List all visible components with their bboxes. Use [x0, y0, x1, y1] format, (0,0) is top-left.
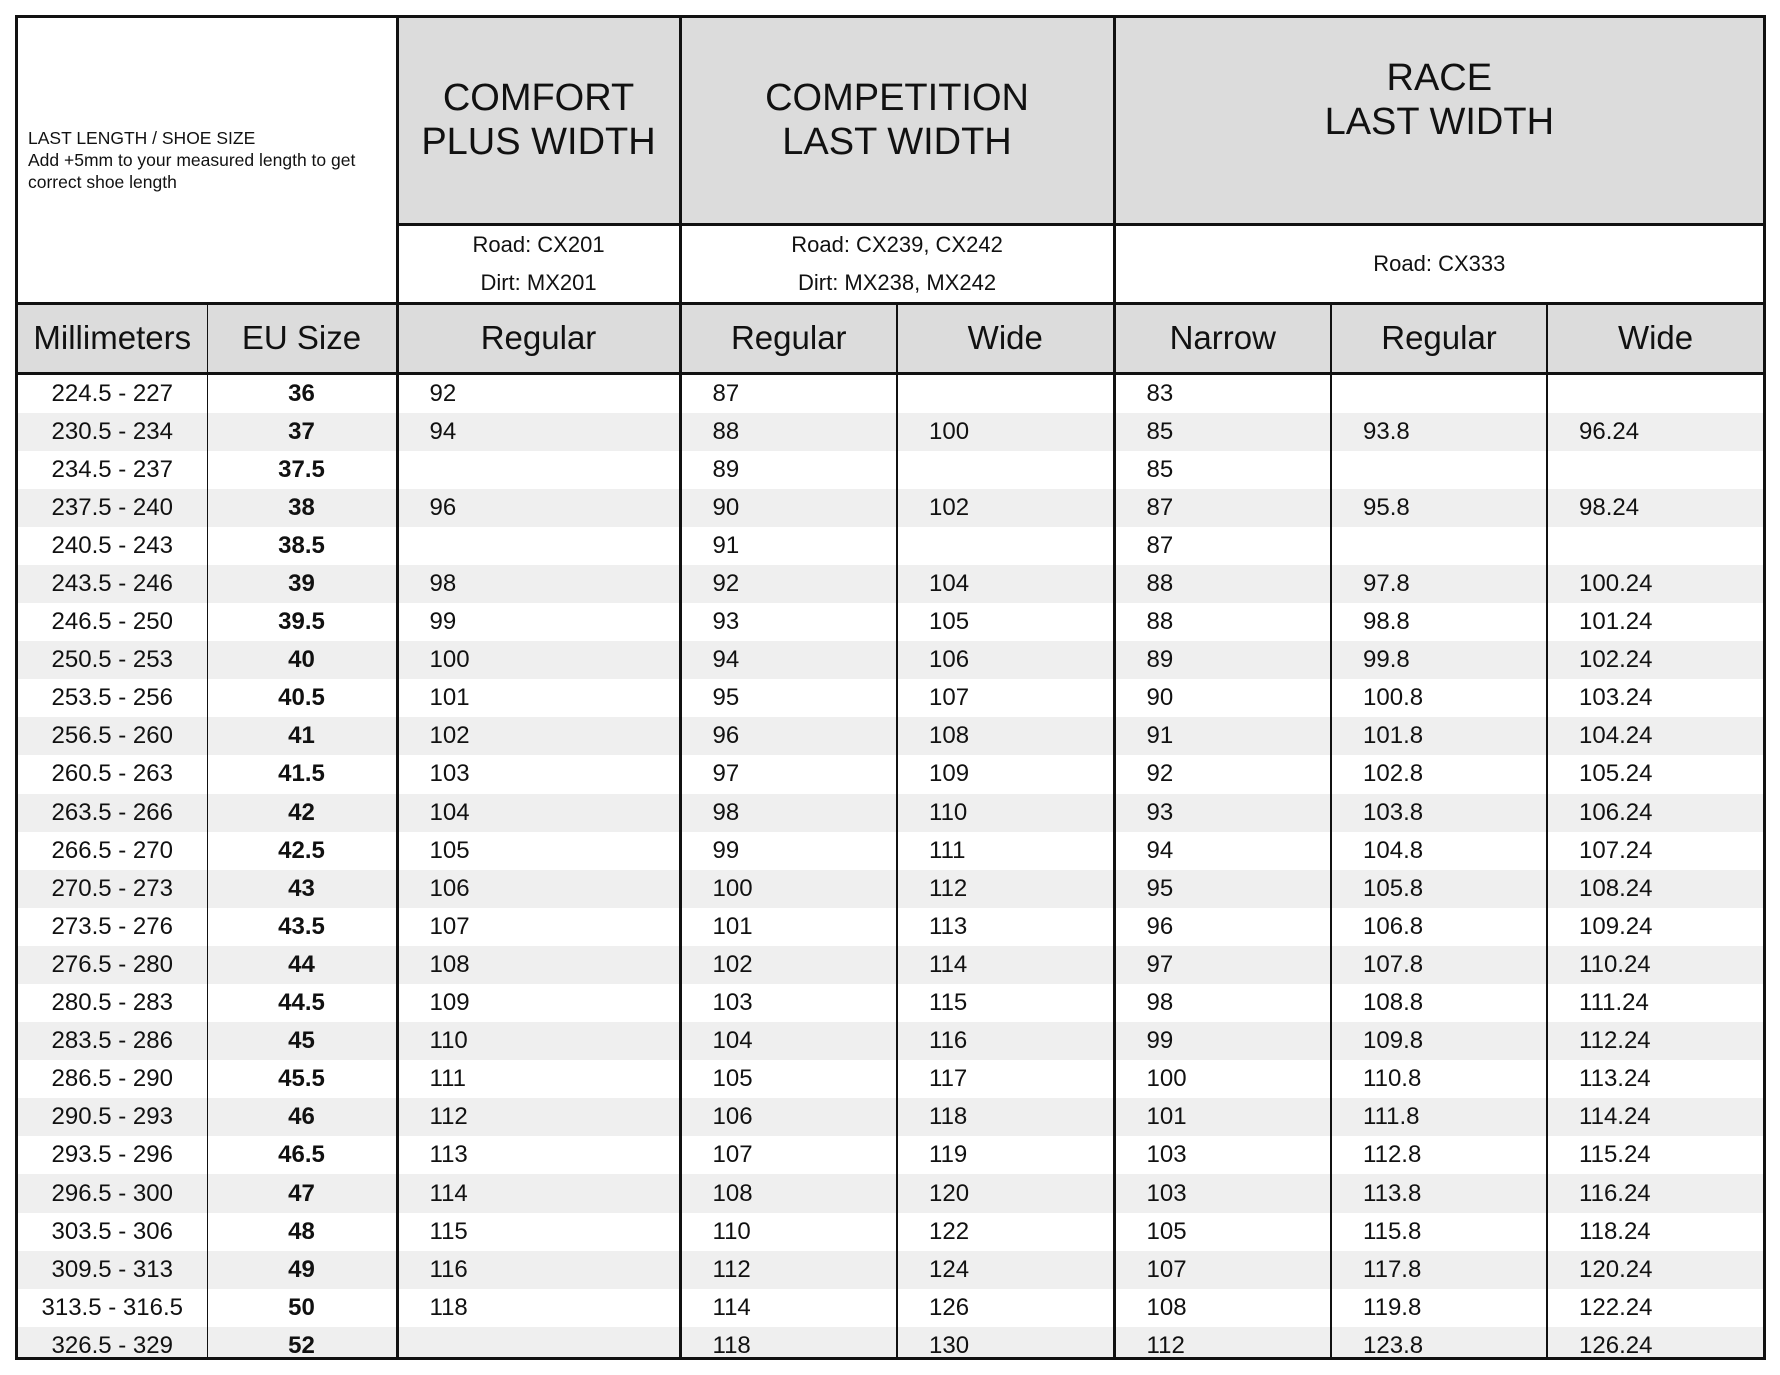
competition-models: [680, 224, 1114, 303]
millimeters-cell: 260.5 - 263: [51, 760, 173, 788]
millimeters-cell: 296.5 - 300: [18, 1174, 207, 1212]
race-regular-cell: 115.8: [1331, 1213, 1547, 1251]
comfort-regular-cell: 98: [397, 565, 680, 603]
race-regular-cell: 101.8: [1331, 717, 1547, 755]
race-narrow-cell: 99: [1114, 1022, 1331, 1060]
table-row: [18, 870, 1763, 908]
table-row: [18, 1213, 1763, 1251]
race-wide-cell: 122.24: [1547, 1289, 1763, 1327]
eu-size-cell: 42: [207, 794, 397, 832]
competition-wide-cell: 130: [897, 1327, 1114, 1360]
table-row: [18, 603, 1763, 641]
race-wide-cell: 111.24: [1547, 984, 1763, 1022]
race-wide-cell: 101.24: [1547, 603, 1763, 641]
eu-size-cell: 52: [207, 1327, 397, 1360]
table-row: [18, 565, 1763, 603]
table-row: [18, 908, 1763, 946]
race-wide-cell: 106.24: [1547, 794, 1763, 832]
race-regular-cell: [1331, 527, 1547, 565]
column-header-race-regular: Regular: [1331, 303, 1547, 373]
comfort-regular-cell: 108: [397, 946, 680, 984]
race-wide-cell: [1547, 527, 1763, 565]
millimeters-cell: 280.5 - 283: [51, 989, 173, 1017]
race-heading-line2: LAST WIDTH: [1324, 101, 1555, 143]
race-regular-cell: 117.8: [1331, 1251, 1547, 1289]
competition-regular-cell: 88: [680, 413, 897, 451]
competition-wide-cell: [897, 527, 1114, 565]
race-regular-cell: 95.8: [1331, 489, 1547, 527]
competition-last-width-heading: [680, 18, 1114, 224]
table-row: [18, 1060, 1763, 1098]
competition-regular-cell: 87: [680, 373, 897, 413]
race-wide-cell: 112.24: [1547, 1022, 1763, 1060]
table-row: [18, 946, 1763, 984]
table-row: [18, 984, 1763, 1022]
race-regular-cell: [1331, 451, 1547, 489]
competition-heading-line1: COMPETITION: [765, 77, 1029, 120]
race-narrow-cell: 112: [1114, 1327, 1331, 1360]
race-regular-cell: 100.8: [1331, 679, 1547, 717]
eu-size-cell: 38.5: [207, 527, 397, 565]
millimeters-cell: 270.5 - 273: [18, 870, 207, 908]
size-chart-table: [18, 18, 1763, 1360]
competition-wide-cell: 120: [897, 1174, 1114, 1212]
competition-regular-cell: 95: [680, 679, 897, 717]
millimeters-cell: 256.5 - 260: [18, 717, 207, 755]
millimeters-cell: 263.5 - 266: [18, 794, 207, 832]
race-heading-line1: RACE: [1386, 57, 1493, 99]
eu-size-cell: 41: [207, 717, 397, 755]
size-rows: [18, 373, 1763, 1360]
race-narrow-cell: 94: [1114, 832, 1331, 870]
race-regular-cell: 110.8: [1331, 1060, 1547, 1098]
eu-size-cell: 38: [207, 489, 397, 527]
note-title: LAST LENGTH / SHOE SIZE: [28, 127, 256, 148]
comfort-regular-cell: 101: [397, 679, 680, 717]
race-road-model: Road: CX333: [1373, 250, 1506, 276]
eu-size-cell: 45: [207, 1022, 397, 1060]
comfort-regular-cell: 116: [397, 1251, 680, 1289]
comfort-regular-cell: 111: [397, 1060, 680, 1098]
competition-regular-cell: 102: [680, 946, 897, 984]
comfort-regular-cell: 110: [397, 1022, 680, 1060]
competition-regular-cell: 114: [680, 1289, 897, 1327]
column-header-competition-regular: Regular: [680, 303, 897, 373]
eu-size-cell: 43.5: [207, 908, 397, 946]
competition-regular-cell: 118: [680, 1327, 897, 1360]
eu-size-cell: 46: [207, 1098, 397, 1136]
race-regular-cell: 105.8: [1331, 870, 1547, 908]
comfort-regular-cell: 94: [397, 413, 680, 451]
race-narrow-cell: 95: [1114, 870, 1331, 908]
race-wide-cell: 116.24: [1547, 1174, 1763, 1212]
eu-size-cell: 50: [207, 1289, 397, 1327]
millimeters-cell: 237.5 - 240: [18, 489, 207, 527]
race-regular-cell: 111.8: [1331, 1098, 1547, 1136]
race-wide-cell: 114.24: [1547, 1098, 1763, 1136]
race-last-width-heading: [1114, 18, 1763, 224]
eu-size-cell: 40: [207, 641, 397, 679]
race-wide-cell: 120.24: [1547, 1251, 1763, 1289]
column-header-race-narrow: Narrow: [1114, 303, 1331, 373]
table-row: [18, 832, 1763, 870]
comfort-regular-cell: 99: [397, 603, 680, 641]
table-row: [18, 413, 1763, 451]
eu-size-cell: 37.5: [207, 451, 397, 489]
race-wide-cell: 105.24: [1547, 755, 1763, 793]
competition-wide-cell: 104: [897, 565, 1114, 603]
competition-regular-cell: 91: [680, 527, 897, 565]
race-wide-cell: 109.24: [1547, 908, 1763, 946]
competition-wide-cell: 122: [897, 1213, 1114, 1251]
competition-wide-cell: 113: [897, 908, 1114, 946]
millimeters-cell: 253.5 - 256: [51, 684, 173, 712]
millimeters-cell: 286.5 - 290: [51, 1065, 173, 1093]
note-text: Add +5mm to your measured length to get correct shoe length: [28, 149, 356, 192]
competition-regular-cell: 93: [680, 603, 897, 641]
table-row: [18, 1327, 1763, 1360]
competition-wide-cell: 115: [897, 984, 1114, 1022]
comfort-regular-cell: 112: [397, 1098, 680, 1136]
competition-wide-cell: 124: [897, 1251, 1114, 1289]
eu-size-cell: 44.5: [207, 984, 397, 1022]
eu-size-cell: 39: [207, 565, 397, 603]
millimeters-cell: 276.5 - 280: [18, 946, 207, 984]
race-wide-cell: 115.24: [1547, 1136, 1763, 1174]
comfort-regular-cell: 102: [397, 717, 680, 755]
race-regular-cell: 106.8: [1331, 908, 1547, 946]
comfort-regular-cell: [397, 1327, 680, 1360]
race-narrow-cell: 97: [1114, 946, 1331, 984]
competition-wide-cell: 102: [897, 489, 1114, 527]
race-wide-cell: 118.24: [1547, 1213, 1763, 1251]
column-header-millimeters: Millimeters: [18, 303, 207, 373]
race-regular-cell: 104.8: [1331, 832, 1547, 870]
table-row: [18, 451, 1763, 489]
competition-wide-cell: 105: [897, 603, 1114, 641]
table-row: [18, 755, 1763, 793]
comfort-regular-cell: 106: [397, 870, 680, 908]
competition-wide-cell: 116: [897, 1022, 1114, 1060]
competition-regular-cell: 101: [680, 908, 897, 946]
column-header-eu-size: EU Size: [207, 303, 397, 373]
race-wide-cell: 113.24: [1547, 1060, 1763, 1098]
race-wide-cell: 108.24: [1547, 870, 1763, 908]
race-regular-cell: 99.8: [1331, 641, 1547, 679]
race-narrow-cell: 88: [1114, 603, 1331, 641]
comfort-regular-cell: [397, 527, 680, 565]
race-wide-cell: 110.24: [1547, 946, 1763, 984]
competition-regular-cell: 90: [680, 489, 897, 527]
competition-wide-cell: 107: [897, 679, 1114, 717]
table-row: [18, 1251, 1763, 1289]
comfort-models: [397, 224, 680, 303]
millimeters-cell: 224.5 - 227: [51, 379, 173, 407]
millimeters-cell: 293.5 - 296: [51, 1141, 173, 1169]
millimeters-cell: 290.5 - 293: [18, 1098, 207, 1136]
millimeters-cell: 240.5 - 243: [51, 531, 173, 559]
size-chart-frame: [15, 15, 1766, 1360]
race-narrow-cell: 105: [1114, 1213, 1331, 1251]
race-regular-cell: 107.8: [1331, 946, 1547, 984]
competition-wide-cell: 111: [897, 832, 1114, 870]
table-row: [18, 373, 1763, 413]
column-header-comfort-regular: Regular: [397, 303, 680, 373]
competition-regular-cell: 97: [680, 755, 897, 793]
column-header-race-wide: Wide: [1547, 303, 1763, 373]
race-narrow-cell: 108: [1114, 1289, 1331, 1327]
eu-size-cell: 39.5: [207, 603, 397, 641]
millimeters-cell: 234.5 - 237: [51, 455, 173, 483]
race-narrow-cell: 91: [1114, 717, 1331, 755]
race-narrow-cell: 87: [1114, 527, 1331, 565]
competition-regular-cell: 104: [680, 1022, 897, 1060]
race-narrow-cell: 101: [1114, 1098, 1331, 1136]
table-row: [18, 717, 1763, 755]
competition-regular-cell: 105: [680, 1060, 897, 1098]
race-regular-cell: 112.8: [1331, 1136, 1547, 1174]
race-narrow-cell: 85: [1114, 413, 1331, 451]
comfort-regular-cell: 118: [397, 1289, 680, 1327]
competition-wide-cell: 126: [897, 1289, 1114, 1327]
comfort-regular-cell: 115: [397, 1213, 680, 1251]
competition-wide-cell: [897, 373, 1114, 413]
race-wide-cell: 126.24: [1547, 1327, 1763, 1360]
race-narrow-cell: 96: [1114, 908, 1331, 946]
race-regular-cell: 93.8: [1331, 413, 1547, 451]
competition-wide-cell: 114: [897, 946, 1114, 984]
race-wide-cell: 103.24: [1547, 679, 1763, 717]
competition-regular-cell: 106: [680, 1098, 897, 1136]
comfort-regular-cell: 103: [397, 755, 680, 793]
race-models: [1114, 224, 1763, 303]
race-wide-cell: 100.24: [1547, 565, 1763, 603]
eu-size-cell: 45.5: [207, 1060, 397, 1098]
competition-regular-cell: 89: [680, 451, 897, 489]
race-narrow-cell: 107: [1114, 1251, 1331, 1289]
competition-wide-cell: 117: [897, 1060, 1114, 1098]
eu-size-cell: 36: [207, 373, 397, 413]
comfort-road-model: Road: CX201: [472, 231, 605, 257]
competition-wide-cell: [897, 451, 1114, 489]
comfort-regular-cell: 113: [397, 1136, 680, 1174]
race-narrow-cell: 87: [1114, 489, 1331, 527]
race-narrow-cell: 92: [1114, 755, 1331, 793]
race-wide-cell: 96.24: [1547, 413, 1763, 451]
table-row: [18, 794, 1763, 832]
race-wide-cell: 104.24: [1547, 717, 1763, 755]
competition-wide-cell: 100: [897, 413, 1114, 451]
competition-wide-cell: 109: [897, 755, 1114, 793]
millimeters-cell: 243.5 - 246: [18, 565, 207, 603]
comfort-regular-cell: [397, 451, 680, 489]
race-regular-cell: 113.8: [1331, 1174, 1547, 1212]
eu-size-cell: 44: [207, 946, 397, 984]
eu-size-cell: 49: [207, 1251, 397, 1289]
eu-size-cell: 40.5: [207, 679, 397, 717]
eu-size-cell: 42.5: [207, 832, 397, 870]
competition-regular-cell: 103: [680, 984, 897, 1022]
race-narrow-cell: 103: [1114, 1174, 1331, 1212]
comfort-heading-line2: PLUS WIDTH: [421, 121, 656, 164]
eu-size-cell: 48: [207, 1213, 397, 1251]
comfort-regular-cell: 109: [397, 984, 680, 1022]
race-wide-cell: 98.24: [1547, 489, 1763, 527]
millimeters-cell: 250.5 - 253: [18, 641, 207, 679]
competition-wide-cell: 119: [897, 1136, 1114, 1174]
race-narrow-cell: 100: [1114, 1060, 1331, 1098]
race-regular-cell: 97.8: [1331, 565, 1547, 603]
competition-regular-cell: 92: [680, 565, 897, 603]
race-regular-cell: 109.8: [1331, 1022, 1547, 1060]
race-narrow-cell: 103: [1114, 1136, 1331, 1174]
eu-size-cell: 41.5: [207, 755, 397, 793]
comfort-regular-cell: 92: [397, 373, 680, 413]
comfort-regular-cell: 114: [397, 1174, 680, 1212]
race-regular-cell: 123.8: [1331, 1327, 1547, 1360]
competition-wide-cell: 106: [897, 641, 1114, 679]
competition-wide-cell: 112: [897, 870, 1114, 908]
competition-regular-cell: 99: [680, 832, 897, 870]
comfort-regular-cell: 107: [397, 908, 680, 946]
race-wide-cell: 107.24: [1547, 832, 1763, 870]
comfort-plus-width-heading: [397, 18, 680, 224]
race-narrow-cell: 90: [1114, 679, 1331, 717]
comfort-heading-line1: COMFORT: [442, 77, 635, 120]
table-row: [18, 527, 1763, 565]
eu-size-cell: 37: [207, 413, 397, 451]
competition-regular-cell: 98: [680, 794, 897, 832]
race-wide-cell: 102.24: [1547, 641, 1763, 679]
race-regular-cell: 102.8: [1331, 755, 1547, 793]
millimeters-cell: 246.5 - 250: [51, 608, 173, 636]
race-wide-cell: [1547, 451, 1763, 489]
competition-regular-cell: 110: [680, 1213, 897, 1251]
column-header-competition-wide: Wide: [897, 303, 1114, 373]
millimeters-cell: 266.5 - 270: [51, 836, 173, 864]
table-row: [18, 1022, 1763, 1060]
competition-wide-cell: 108: [897, 717, 1114, 755]
comfort-regular-cell: 96: [397, 489, 680, 527]
eu-size-cell: 43: [207, 870, 397, 908]
eu-size-cell: 47: [207, 1174, 397, 1212]
race-narrow-cell: 88: [1114, 565, 1331, 603]
race-narrow-cell: 89: [1114, 641, 1331, 679]
table-row: [18, 1174, 1763, 1212]
race-wide-cell: [1547, 373, 1763, 413]
competition-regular-cell: 112: [680, 1251, 897, 1289]
table-row: [18, 1136, 1763, 1174]
millimeters-cell: 273.5 - 276: [51, 912, 173, 940]
table-row: [18, 1098, 1763, 1136]
eu-size-cell: 46.5: [207, 1136, 397, 1174]
race-regular-cell: 98.8: [1331, 603, 1547, 641]
millimeters-cell: 326.5 - 329: [18, 1327, 207, 1360]
race-narrow-cell: 83: [1114, 373, 1331, 413]
competition-regular-cell: 107: [680, 1136, 897, 1174]
table-row: [18, 679, 1763, 717]
competition-regular-cell: 100: [680, 870, 897, 908]
race-narrow-cell: 98: [1114, 984, 1331, 1022]
millimeters-cell: 313.5 - 316.5: [41, 1293, 183, 1321]
race-narrow-cell: 85: [1114, 451, 1331, 489]
table-row: [18, 489, 1763, 527]
table-row: [18, 641, 1763, 679]
race-narrow-cell: 93: [1114, 794, 1331, 832]
millimeters-cell: 303.5 - 306: [51, 1217, 173, 1245]
table-row: [18, 1289, 1763, 1327]
comfort-dirt-model: Dirt: MX201: [480, 269, 597, 295]
millimeters-cell: 283.5 - 286: [18, 1022, 207, 1060]
competition-regular-cell: 108: [680, 1174, 897, 1212]
race-regular-cell: 119.8: [1331, 1289, 1547, 1327]
competition-road-model: Road: CX239, CX242: [791, 231, 1003, 257]
comfort-regular-cell: 100: [397, 641, 680, 679]
comfort-regular-cell: 105: [397, 832, 680, 870]
competition-heading-line2: LAST WIDTH: [782, 121, 1012, 164]
competition-dirt-model: Dirt: MX238, MX242: [797, 269, 997, 295]
competition-wide-cell: 118: [897, 1098, 1114, 1136]
race-regular-cell: [1331, 373, 1547, 413]
race-regular-cell: 108.8: [1331, 984, 1547, 1022]
millimeters-cell: 230.5 - 234: [18, 413, 207, 451]
competition-regular-cell: 94: [680, 641, 897, 679]
race-regular-cell: 103.8: [1331, 794, 1547, 832]
last-length-note: [18, 18, 397, 303]
comfort-regular-cell: 104: [397, 794, 680, 832]
competition-wide-cell: 110: [897, 794, 1114, 832]
competition-regular-cell: 96: [680, 717, 897, 755]
millimeters-cell: 309.5 - 313: [18, 1251, 207, 1289]
